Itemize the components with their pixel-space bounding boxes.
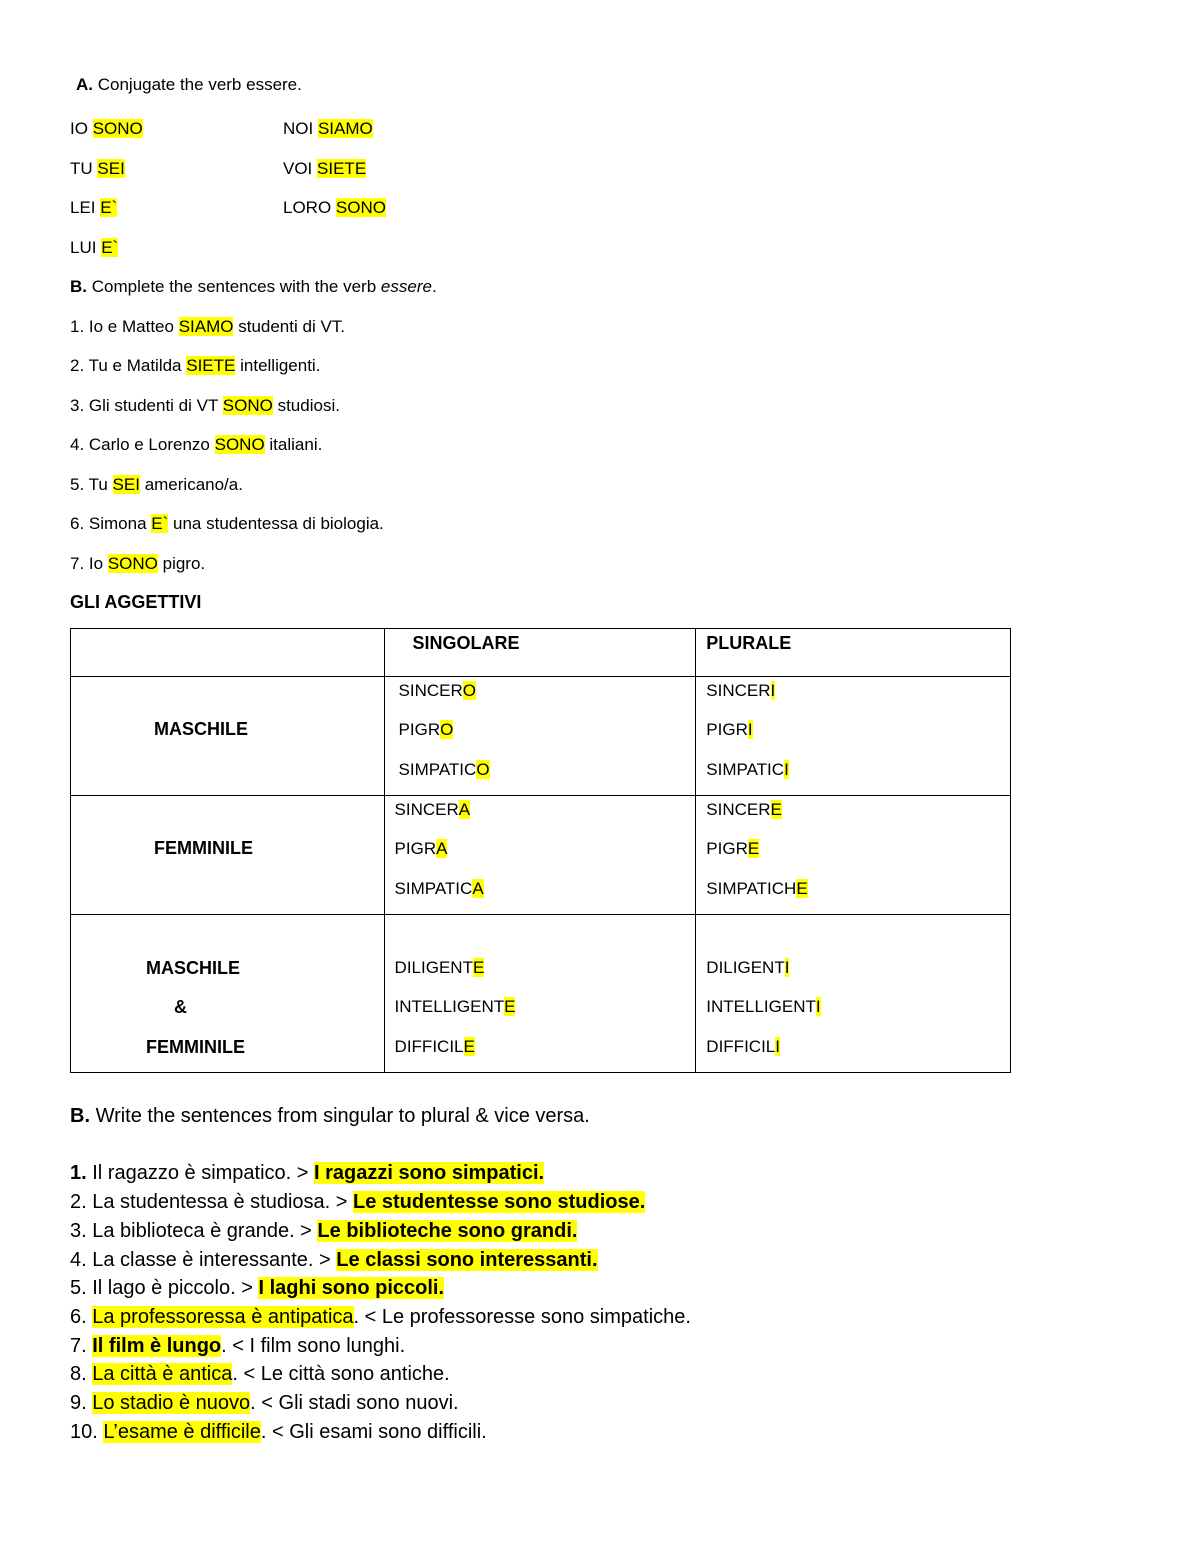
pronoun: LEI — [70, 198, 96, 217]
adjective-form: INTELLIGENTI — [706, 997, 821, 1016]
adjective-form: DILIGENTE — [394, 958, 485, 977]
row-label-femminile: FEMMINILE — [146, 1037, 245, 1057]
row-label-maschile: MASCHILE — [146, 958, 240, 978]
adjective-form: SIMPATICHE — [706, 879, 808, 898]
header-plural-label: PLURALE — [706, 633, 792, 653]
sentence-post: pigro. — [162, 554, 206, 573]
adjective-form: DILIGENTI — [706, 958, 790, 977]
conjugation-noi — [283, 119, 373, 139]
sentence-answer: SONO — [107, 554, 158, 573]
sentence-item — [70, 554, 205, 574]
adjective-form: SINCERE — [706, 800, 782, 819]
verb-form: SEI — [97, 159, 125, 178]
conjugation-tu — [70, 159, 125, 179]
adjective-form: DIFFICILI — [706, 1037, 780, 1056]
verb-form: SIAMO — [317, 119, 373, 138]
transform-item: 10. L’esame è difficile. < Gli esami sono difficili. — [70, 1421, 487, 1443]
row-label-femminile: FEMMINILE — [154, 838, 253, 858]
conjugation-lui — [70, 238, 118, 258]
section-a-letter: A. — [76, 75, 93, 94]
verb-form: SONO — [335, 198, 386, 217]
adjective-form: DIFFICILE — [394, 1037, 475, 1056]
adjective-form: PIGRI — [706, 720, 753, 739]
adjective-form: SIMPATICA — [394, 879, 484, 898]
section-b1-period: . — [431, 277, 437, 296]
table-header-singular — [384, 629, 696, 677]
transform-item: 1. Il ragazzo è simpatico. > I ragazzi sono simpatici. — [70, 1162, 545, 1184]
section-a-heading — [76, 75, 302, 95]
section-b1-instruction: Complete the sentences with the verb — [91, 277, 377, 296]
section-b2-letter: B. — [70, 1105, 90, 1127]
conjugation-io — [70, 119, 143, 139]
sentence-item — [70, 435, 322, 455]
sentence-pre: 1. Io e Matteo — [70, 317, 174, 336]
sentence-item — [70, 396, 340, 416]
section-b2-instruction: Write the sentences from singular to plural & vice versa. — [95, 1105, 590, 1127]
table-header-plural — [696, 629, 1011, 677]
section-a-instruction: Conjugate the verb essere. — [97, 75, 302, 94]
table-header-empty — [71, 629, 385, 677]
sentence-answer: SIAMO — [178, 317, 234, 336]
pronoun: TU — [70, 159, 93, 178]
sentence-post: italiani. — [269, 435, 323, 454]
verb-form: E` — [101, 238, 119, 257]
sentence-pre: 7. Io — [70, 554, 104, 573]
sentence-item — [70, 475, 243, 495]
transform-item: 9. Lo stadio è nuovo. < Gli stadi sono nuovi. — [70, 1392, 459, 1414]
verb-form: SIETE — [317, 159, 367, 178]
singular-cell — [384, 677, 696, 796]
singular-cell — [384, 796, 696, 915]
sentence-item — [70, 317, 345, 337]
verb-form: SONO — [92, 119, 143, 138]
sentence-post: una studentessa di biologia. — [173, 514, 384, 533]
sentence-post: americano/a. — [144, 475, 243, 494]
transform-item: 5. Il lago è piccolo. > I laghi sono piccoli. — [70, 1277, 445, 1299]
adjective-form: SINCERI — [706, 681, 776, 700]
sentence-answer: SIETE — [186, 356, 236, 375]
pronoun: IO — [70, 119, 88, 138]
transform-item: 8. La città è antica. < Le città sono antiche. — [70, 1363, 450, 1385]
sentence-item — [70, 356, 320, 376]
plural-cell — [696, 915, 1011, 1073]
row-label-ampersand: & — [174, 997, 187, 1017]
plural-cell — [696, 677, 1011, 796]
header-singular-label: SINGOLARE — [412, 633, 520, 653]
sentence-pre: 2. Tu e Matilda — [70, 356, 182, 375]
adjective-form: PIGRA — [394, 839, 448, 858]
sentence-post: intelligenti. — [240, 356, 321, 375]
sentence-answer: SEI — [112, 475, 140, 494]
pronoun: NOI — [283, 119, 314, 138]
adjectives-title: GLI AGGETTIVI — [70, 592, 202, 612]
transform-item: 2. La studentessa è studiosa. > Le studentesse sono studiose. — [70, 1191, 646, 1213]
row-label-cell — [71, 796, 385, 915]
section-b1-verb: essere — [380, 277, 432, 296]
adjective-form: SINCERO — [398, 681, 477, 700]
sentence-pre: 5. Tu — [70, 475, 108, 494]
sentence-pre: 6. Simona — [70, 514, 147, 533]
sentence-pre: 4. Carlo e Lorenzo — [70, 435, 210, 454]
sentence-post: studiosi. — [277, 396, 340, 415]
adjective-form: INTELLIGENTE — [394, 997, 516, 1016]
section-b2-heading — [70, 1105, 590, 1128]
sentence-answer: SONO — [222, 396, 273, 415]
adjectives-table — [70, 628, 1011, 1073]
adjective-form: PIGRE — [706, 839, 760, 858]
singular-cell — [384, 915, 696, 1073]
sentence-item — [70, 514, 384, 534]
sentence-pre: 3. Gli studenti di VT — [70, 396, 219, 415]
transform-item: 6. La professoressa è antipatica. < Le professoresse sono simpatiche. — [70, 1306, 691, 1328]
plural-cell — [696, 796, 1011, 915]
adjective-form: SINCERA — [394, 800, 471, 819]
row-label-cell — [71, 915, 385, 1073]
section-b1-letter: B. — [70, 277, 87, 296]
conjugation-loro — [283, 198, 386, 218]
adjective-form: PIGRO — [398, 720, 454, 739]
sentence-answer: SONO — [214, 435, 265, 454]
sentence-post: studenti di VT. — [238, 317, 345, 336]
conjugation-voi — [283, 159, 366, 179]
transform-item: 3. La biblioteca è grande. > Le biblioteche sono grandi. — [70, 1220, 578, 1242]
verb-form: E` — [100, 198, 118, 217]
adjective-form: SIMPATICI — [706, 760, 789, 779]
pronoun: LUI — [70, 238, 97, 257]
row-label-maschile: MASCHILE — [154, 719, 248, 739]
conjugation-lei — [70, 198, 117, 218]
row-label-cell — [71, 677, 385, 796]
adjective-form: SIMPATICO — [398, 760, 490, 779]
transform-item: 4. La classe è interessante. > Le classi sono interessanti. — [70, 1249, 598, 1271]
pronoun: LORO — [283, 198, 332, 217]
section-b1-heading — [70, 277, 437, 297]
sentence-answer: E` — [151, 514, 169, 533]
transform-item: 7. Il film è lungo. < I film sono lunghi. — [70, 1335, 406, 1357]
pronoun: VOI — [283, 159, 313, 178]
